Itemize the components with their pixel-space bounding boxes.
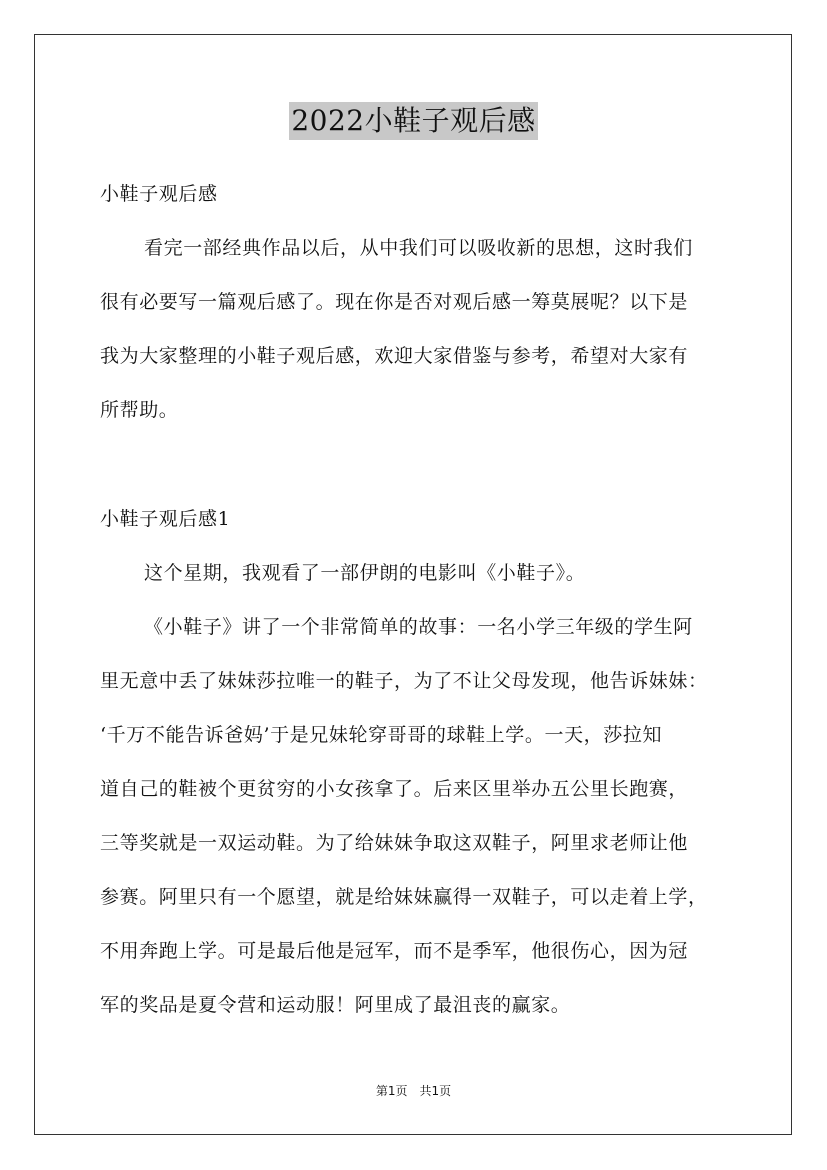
- section1-line-1: 这个星期，我观看了一部伊朗的电影叫《小鞋子》。: [144, 562, 586, 584]
- intro-line-3: 我为大家整理的小鞋子观后感，欢迎大家借鉴与参考，希望对大家有: [100, 345, 689, 367]
- document-subtitle: 小鞋子观后感: [100, 183, 218, 205]
- document-title: 2022小鞋子观后感: [289, 102, 537, 140]
- intro-line-2: 很有必要写一篇观后感了。现在你是否对观后感一筹莫展呢？以下是: [100, 291, 689, 313]
- section1-line-9: 军的奖品是夏令营和运动服！阿里成了最沮丧的赢家。: [100, 994, 571, 1016]
- intro-line-4: 所帮助。: [100, 399, 179, 421]
- section1-heading: 小鞋子观后感1: [100, 508, 231, 530]
- section1-line-8: 不用奔跑上学。可是最后他是冠军，而不是季军，他很伤心，因为冠: [100, 940, 689, 962]
- section1-line-7: 参赛。阿里只有一个愿望，就是给妹妹赢得一双鞋子，可以走着上学，: [100, 886, 708, 908]
- page-footer: 第1页 共1页: [375, 1084, 452, 1098]
- section1-line-2: 《小鞋子》讲了一个非常简单的故事：一名小学三年级的学生阿: [144, 616, 693, 638]
- intro-line-1: 看完一部经典作品以后，从中我们可以吸收新的思想，这时我们: [144, 237, 693, 259]
- title-container: [0, 102, 827, 140]
- section1-line-3: 里无意中丢了妹妹莎拉唯一的鞋子，为了不让父母发现，他告诉妹妹：: [100, 670, 708, 692]
- section1-line-5: 道自己的鞋被个更贫穷的小女孩拿了。后来区里举办五公里长跑赛，: [100, 778, 689, 800]
- section1-line-6: 三等奖就是一双运动鞋。为了给妹妹争取这双鞋子，阿里求老师让他: [100, 832, 689, 854]
- section1-line-4: ‘千万不能告诉爸妈’于是兄妹轮穿哥哥的球鞋上学。一天，莎拉知: [100, 724, 663, 746]
